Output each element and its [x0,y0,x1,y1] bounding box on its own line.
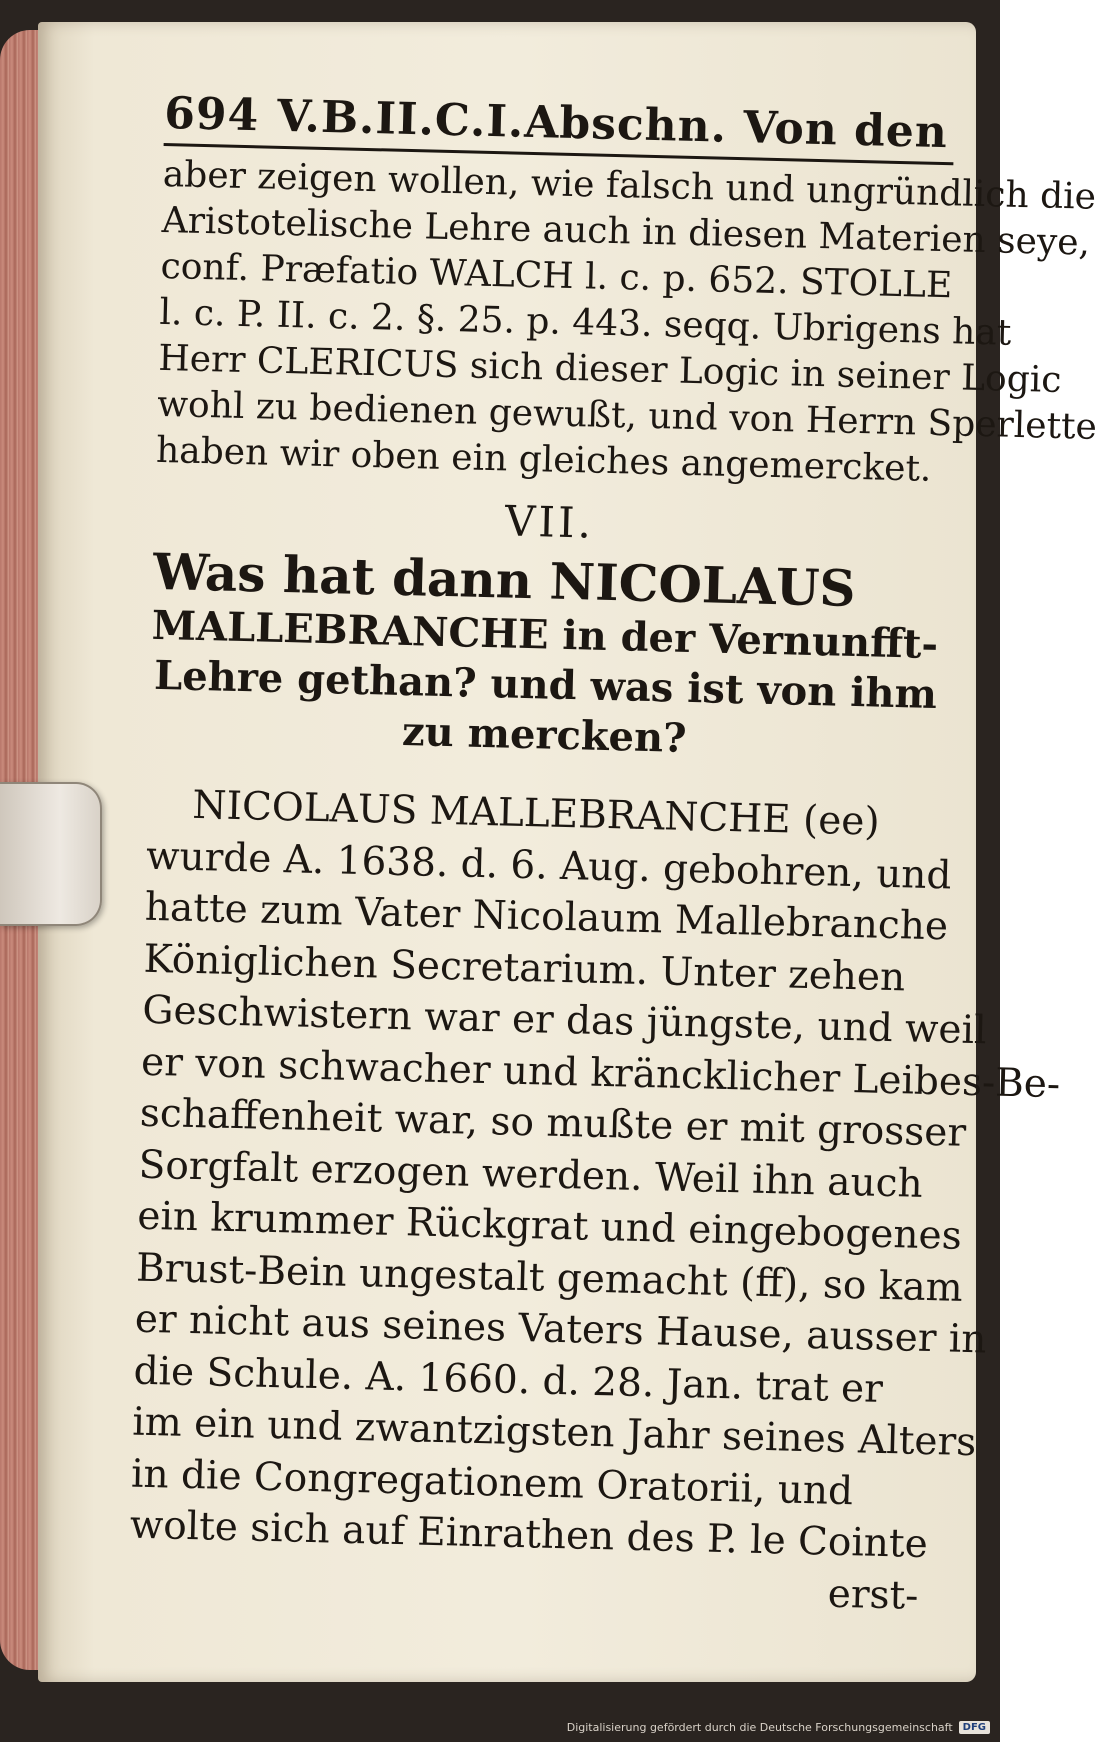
text-line: Herr CLERICUS sich dieser Logic in seiner Logic [157,337,1062,401]
text-line: Geschwistern war er das jüngste, und weil [141,987,988,1054]
text-line: die Schule. A. 1660. d. 28. Jan. trat er [133,1348,884,1412]
body-paragraph [129,779,1061,1571]
text-line: wohl zu bedienen gewußt, und von Herrn Sperlette [156,383,1098,448]
text-line: hatte zum Vater Nicolaum Mallebranche [144,884,949,950]
text-line: l. c. P. II. c. 2. §. 25. p. 443. seqq. Ubrigens hat [159,291,1012,354]
continuation-paragraph [155,152,1098,493]
text-line: er nicht aus seines Vaters Hause, ausser in [134,1296,987,1363]
text-line: im ein und zwantzigsten Jahr seines Alters [131,1399,977,1466]
digitization-footer [567,1721,990,1734]
heading-line: MALLEBRANCHE in der Vernunfft- [151,601,939,669]
page-number: 694 [163,88,260,142]
text-line: haben wir oben ein gleiches angemercket. [155,429,932,490]
text-line: conf. Præfatio WALCH l. c. p. 652. STOLLE [160,245,953,307]
text-line: er von schwacher und kräncklicher Leibes-Be- [140,1039,1061,1107]
section-heading [149,543,954,770]
text-line: Aristotelische Lehre auch in diesen Materien seye, [161,199,1091,264]
book-clasp [0,782,102,926]
section-number: VII. [504,496,595,548]
text-line: ein krummer Rückgrat und eingebogenes [136,1193,963,1259]
footer-credit: Digitalisierung gefördert durch die Deutsche Forschungsgemeinschaft [566,1721,953,1734]
page-text [128,88,1098,1622]
catchword: erst- [827,1571,919,1619]
text-line: NICOLAUS MALLEBRANCHE (ee) [191,782,881,845]
dfg-logo: DFG [959,1721,990,1734]
text-line: wurde A. 1638. d. 6. Aug. gebohren, und [145,833,952,898]
text-line: aber zeigen wollen, wie falsch und ungründlich die [162,153,1097,218]
text-line: Königlichen Secretarium. Unter zehen [143,936,906,1000]
text-line: schaffenheit war, so mußte er mit grosser [139,1090,967,1156]
text-line: in die Congregationem Oratorii, und [130,1451,854,1514]
text-line: wolte sich auf Einrathen des P. le Cointe [129,1502,929,1568]
running-title: V.B.II.C.I.Abschn. Von den [276,90,949,159]
heading-line: Was hat dann NICOLAUS [152,541,857,619]
text-line: Sorgfalt erzogen werden. Weil ihn auch [138,1142,924,1207]
heading-line: zu mercken? [401,707,688,762]
heading-line: Lehre gethan? und was ist von ihm [153,651,938,719]
text-line: Brust-Bein ungestalt gemacht (ff), so kam [135,1245,964,1311]
